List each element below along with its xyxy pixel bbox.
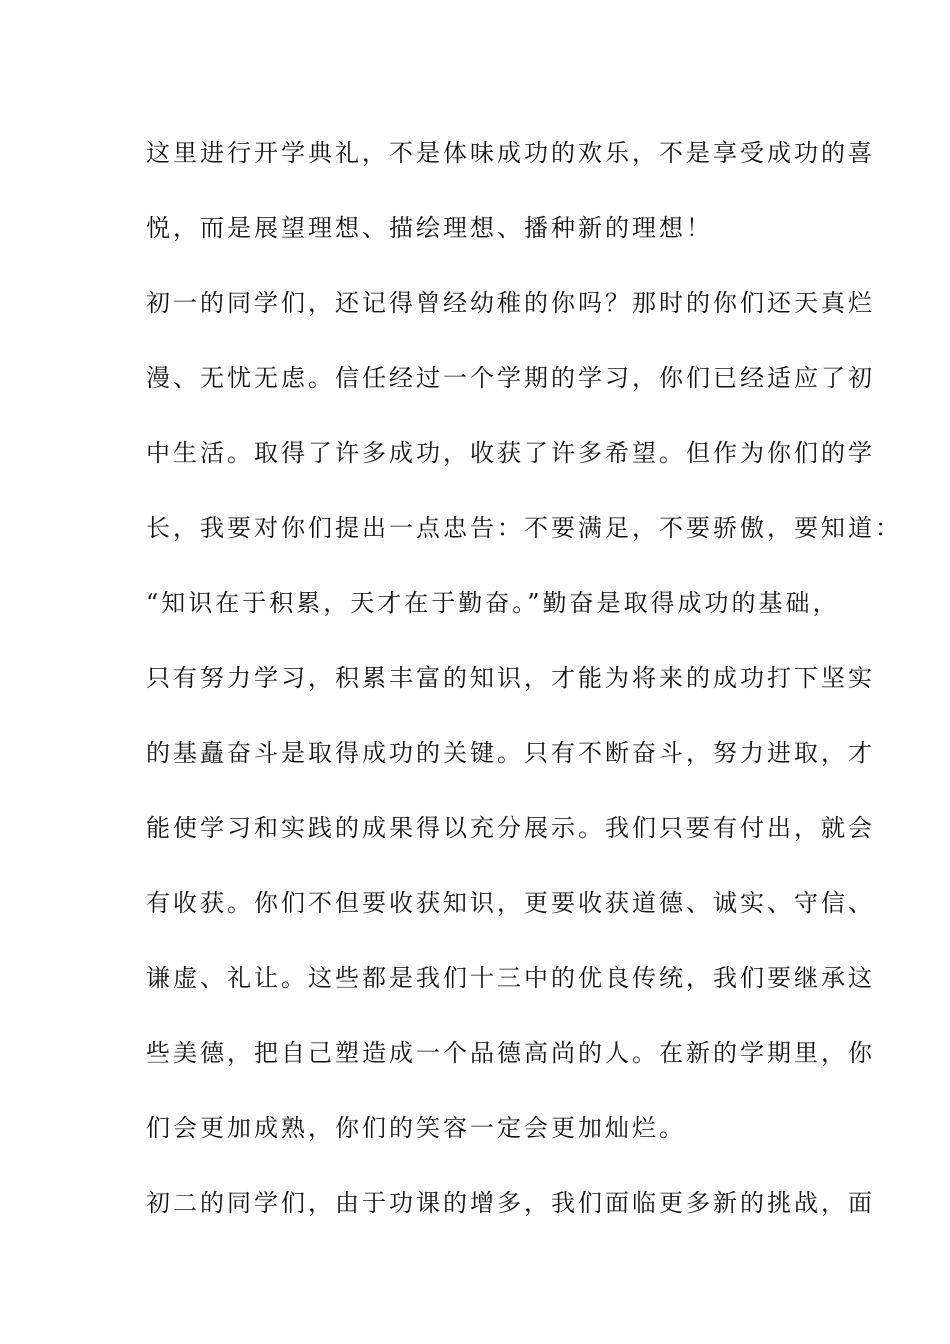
text-line: 初二的同学们，由于功课的增多，我们面临更多新的挑战，面 [146, 1189, 875, 1217]
text-line: 这里进行开学典礼，不是体味成功的欢乐，不是享受成功的喜 [146, 139, 875, 167]
text-line: “知识在于积累，天才在于勤奋。”勤奋是取得成功的基础， [146, 589, 840, 617]
text-line: 些美德，把自己塑造成一个品德高尚的人。在新的学期里，你 [146, 1039, 875, 1067]
text-line: 的基矗奋斗是取得成功的关键。只有不断奋斗，努力进取，才 [146, 739, 875, 767]
text-line: 漫、无忧无虑。信任经过一个学期的学习，你们已经适应了初 [146, 364, 875, 392]
text-line: 中生活。取得了许多成功，收获了许多希望。但作为你们的学 [146, 439, 875, 467]
text-line: 有收获。你们不但要收获知识，更要收获道德、诚实、守信、 [146, 889, 875, 917]
text-line: 能使学习和实践的成果得以充分展示。我们只要有付出，就会 [146, 814, 875, 842]
text-line: 只有努力学习，积累丰富的知识，才能为将来的成功打下坚实 [146, 664, 875, 692]
text-line: 谦虚、礼让。这些都是我们十三中的优良传统，我们要继承这 [146, 964, 875, 992]
text-line: 悦，而是展望理想、描绘理想、播种新的理想！ [146, 214, 713, 242]
text-line: 们会更加成熟，你们的笑容一定会更加灿烂。 [146, 1114, 686, 1142]
text-line: 初一的同学们，还记得曾经幼稚的你吗？那时的你们还天真烂 [146, 289, 875, 317]
text-line: 长，我要对你们提出一点忠告：不要满足，不要骄傲，要知道： [146, 514, 902, 542]
body-text [146, 128, 902, 1253]
